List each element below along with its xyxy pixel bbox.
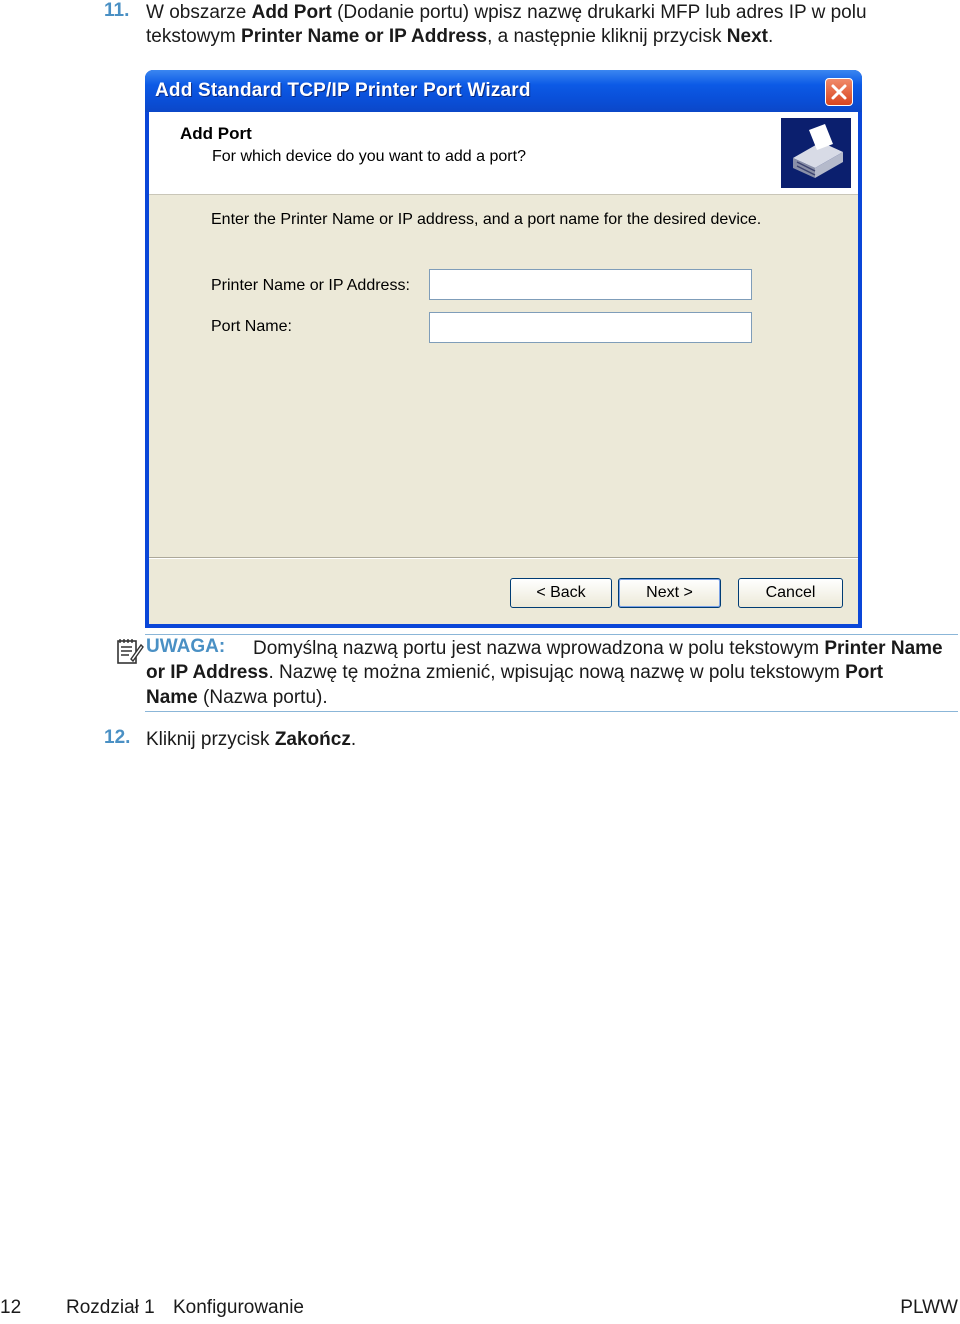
back-label: < Back <box>536 584 586 601</box>
step-11-text: tekstowym <box>146 26 242 47</box>
step-11-text: W obszarze <box>146 2 252 23</box>
note-top-rule <box>145 634 958 635</box>
step-12-line <box>146 727 356 752</box>
instruction-text: Enter the Printer Name or IP address, and a port name for the desired device. <box>211 211 762 228</box>
chapter-label: Rozdział 1 <box>66 1297 155 1318</box>
port-term: Port <box>845 662 884 683</box>
note-bottom-rule <box>145 711 958 712</box>
cancel-button[interactable] <box>738 578 843 608</box>
note-line-2 <box>146 660 883 685</box>
step-11-line-1 <box>146 0 867 25</box>
finish-term: Zakończ <box>274 729 351 750</box>
port-name-label: Port Name: <box>211 318 292 335</box>
wizard-header <box>149 112 858 195</box>
header-subtitle: For which device do you want to add a port? <box>212 148 526 165</box>
note-label: UWAGA: <box>146 636 226 657</box>
note-line-3 <box>146 685 328 710</box>
button-separator <box>149 557 858 559</box>
dialog-client <box>149 112 858 624</box>
next-button[interactable] <box>618 578 721 608</box>
port-name-input[interactable] <box>429 312 752 343</box>
page-number: 12 <box>0 1297 22 1318</box>
ip-address-term: or IP Address <box>146 662 269 683</box>
note-icon <box>116 637 144 667</box>
next-label: Next > <box>646 584 693 601</box>
note-text: Domyślną nazwą portu jest nazwa wprowadzona w polu tekstowym <box>253 638 825 659</box>
step-11-text: , a następnie kliknij przycisk <box>487 26 727 47</box>
add-port-term: Add Port <box>251 2 332 23</box>
step-11-text: (Dodanie portu) wpisz nazwę drukarki MFP lub adres IP w polu <box>331 2 867 23</box>
printer-name-term: Printer Name <box>824 638 943 659</box>
header-title: Add Port <box>180 124 252 143</box>
step-11-text: . <box>767 26 774 47</box>
step-number: 12. <box>104 727 131 748</box>
cancel-label: Cancel <box>765 584 816 601</box>
printer-name-input[interactable] <box>429 269 752 300</box>
step-12-text: . <box>350 729 357 750</box>
next-term: Next <box>726 26 768 47</box>
note-line-1 <box>253 636 943 661</box>
printer-name-label: Printer Name or IP Address: <box>211 277 410 294</box>
wizard-dialog <box>145 70 862 628</box>
note-text: (Nazwa portu). <box>197 687 328 708</box>
title-bar[interactable] <box>145 70 862 112</box>
back-button[interactable] <box>510 578 612 608</box>
document-code: PLWW <box>900 1297 958 1318</box>
dialog-title: Add Standard TCP/IP Printer Port Wizard <box>155 80 531 101</box>
printer-icon <box>781 118 851 188</box>
printer-name-term: Printer Name or IP Address <box>241 26 488 47</box>
note-text: . Nazwę tę można zmienić, wpisując nową nazwę w polu tekstowym <box>268 662 846 683</box>
step-number: 11. <box>104 0 130 21</box>
step-11-line-2 <box>146 24 773 49</box>
chapter-title: Konfigurowanie <box>173 1297 304 1318</box>
name-term: Name <box>146 687 198 708</box>
step-12-text: Kliknij przycisk <box>146 729 275 750</box>
close-button[interactable] <box>825 78 853 106</box>
close-icon <box>830 83 848 101</box>
